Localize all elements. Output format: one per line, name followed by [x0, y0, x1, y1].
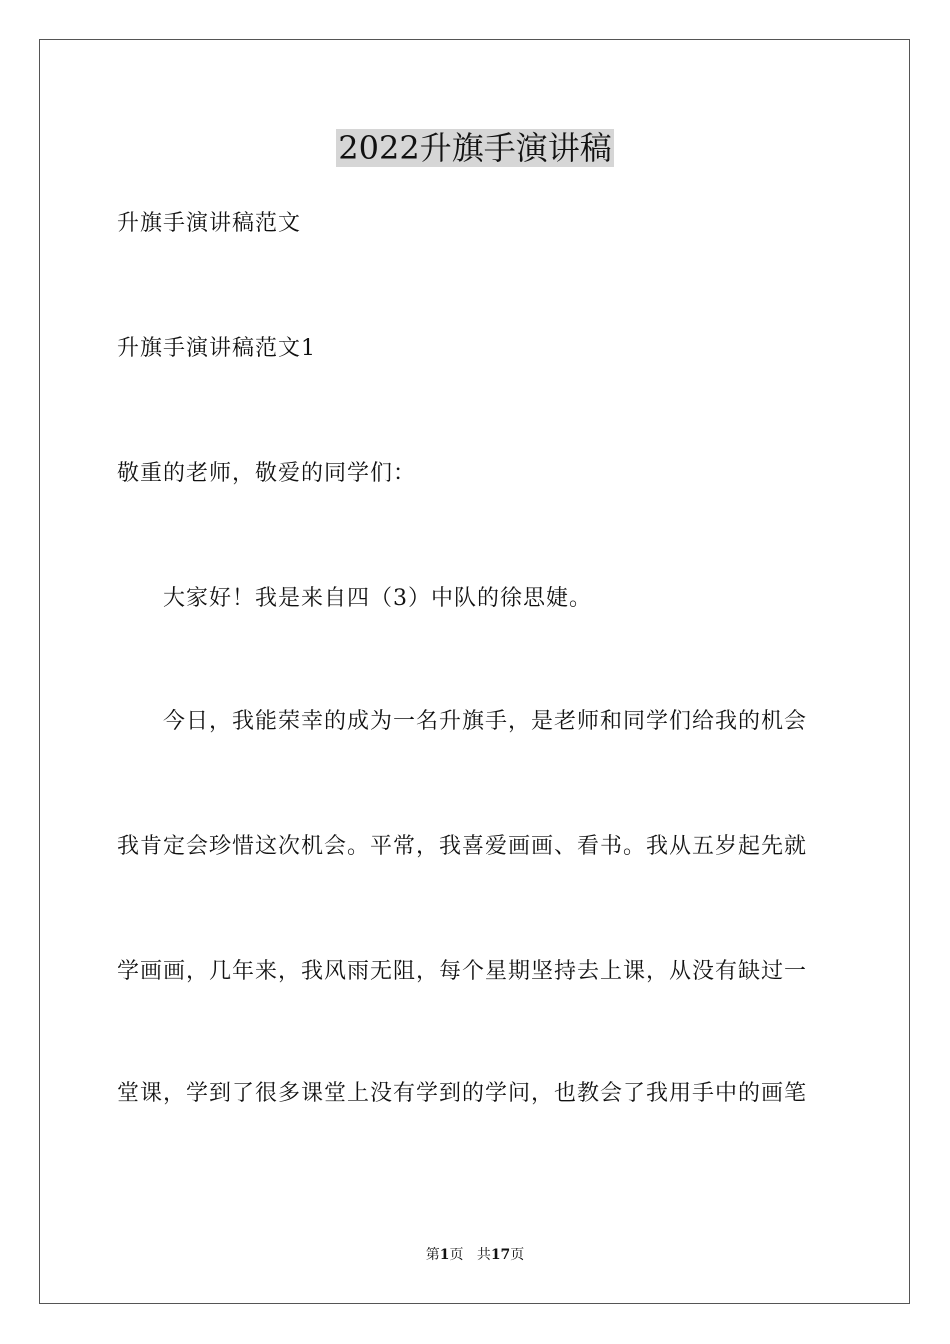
footer-total-prefix: 共 — [476, 1247, 491, 1263]
footer-page-number: 1 — [439, 1247, 450, 1263]
paragraph-line-6: 我肯定会珍惜这次机会。平常，我喜爱画画、看书。我从五岁起先就 — [117, 834, 808, 859]
paragraph-line-1: 升旗手演讲稿范文 — [117, 211, 302, 236]
paragraph-line-4: 大家好！我是来自四（3）中队的徐思婕。 — [163, 586, 592, 611]
paragraph-line-8: 堂课，学到了很多课堂上没有学到的学问，也教会了我用手中的画笔 — [117, 1081, 808, 1106]
footer-page-suffix: 页 — [449, 1247, 464, 1263]
footer-page-prefix: 第 — [425, 1247, 440, 1263]
document-title-text: 2022升旗手演讲稿 — [338, 129, 612, 167]
paragraph-line-3: 敬重的老师，敬爱的同学们： — [117, 461, 417, 486]
footer-total-pages: 17 — [490, 1247, 511, 1263]
footer-total-suffix: 页 — [510, 1247, 525, 1263]
paragraph-line-5: 今日，我能荣幸的成为一名升旗手，是老师和同学们给我的机会 — [163, 709, 808, 734]
paragraph-line-7: 学画画，几年来，我风雨无阻，每个星期坚持去上课，从没有缺过一 — [117, 959, 808, 984]
paragraph-line-2: 升旗手演讲稿范文1 — [117, 336, 316, 361]
page-footer — [0, 1246, 950, 1264]
document-title — [0, 128, 950, 168]
